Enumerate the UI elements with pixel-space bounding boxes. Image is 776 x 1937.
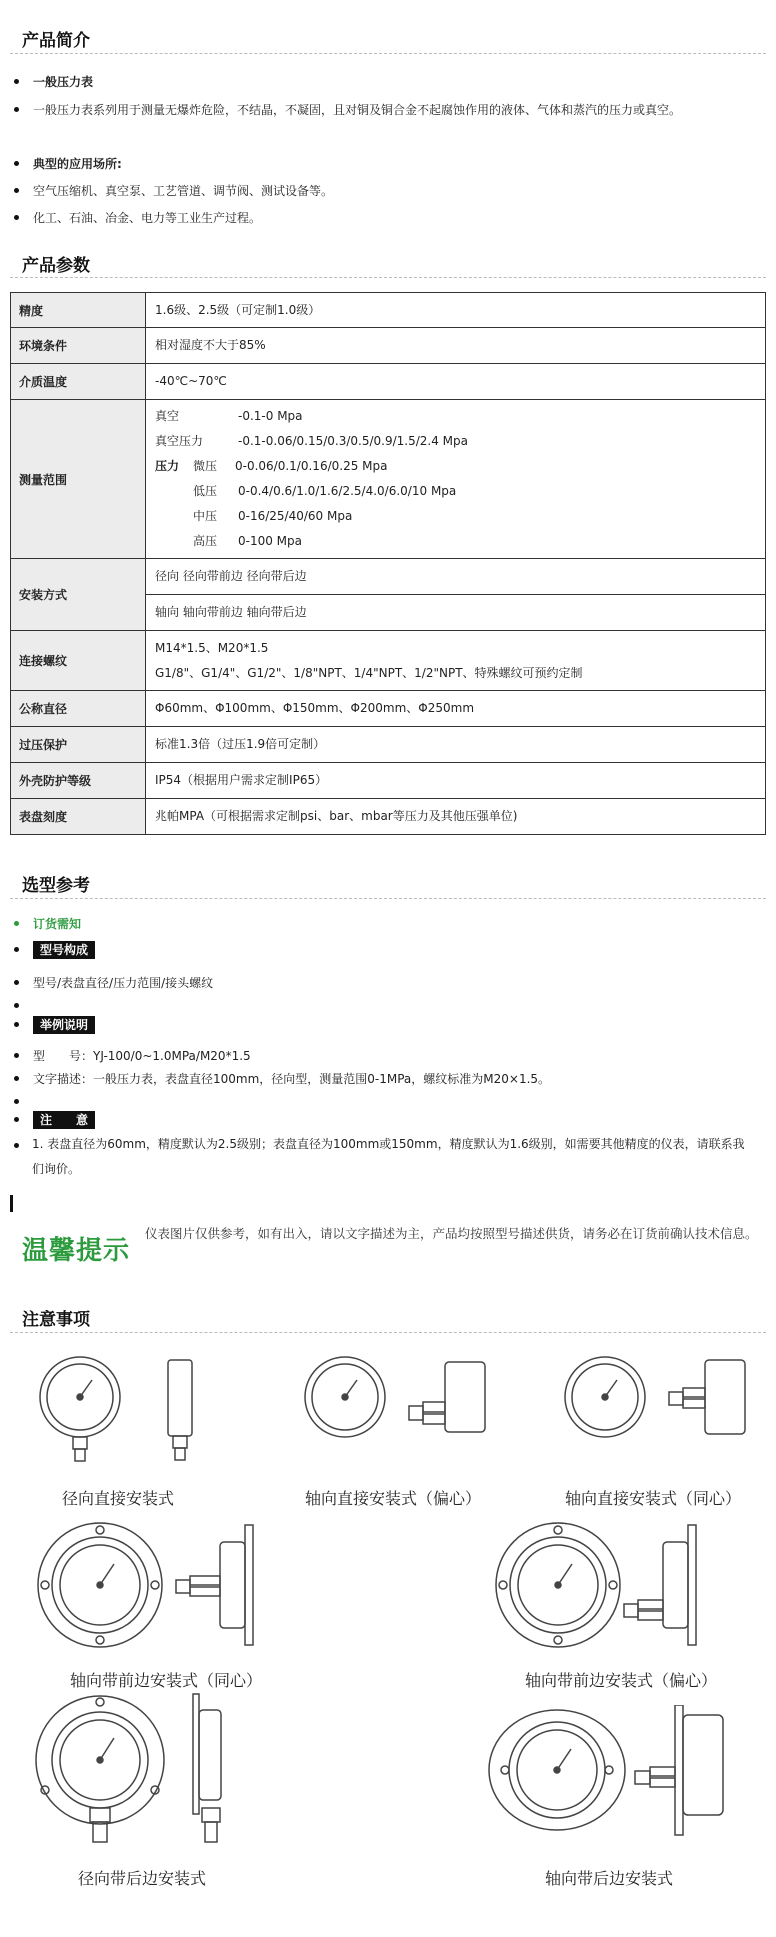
table-row xyxy=(11,559,766,595)
intro-title: 产品简介 xyxy=(22,31,90,51)
axial-back-flange-gauge-diagram xyxy=(485,1705,735,1855)
diagram-caption: 轴向带前边安装式（偏心） xyxy=(525,1671,718,1690)
bullet-dot-icon xyxy=(14,1003,19,1008)
range-line: 真空 -0.1-0 Mpa xyxy=(155,409,303,423)
list-item: 一般压力表 xyxy=(14,74,93,90)
list-item xyxy=(14,1094,33,1110)
table-row xyxy=(11,691,766,727)
bullet-dot-icon xyxy=(14,1099,19,1104)
diagram-caption: 径向直接安装式 xyxy=(62,1489,175,1508)
params-table xyxy=(10,292,766,835)
model-tag: 型号构成 xyxy=(33,941,95,959)
diagram-caption: 径向带后边安装式 xyxy=(78,1869,207,1888)
table-row xyxy=(11,763,766,799)
diagram-caption: 轴向带后边安装式 xyxy=(545,1869,674,1888)
list-item xyxy=(14,941,95,959)
divider xyxy=(10,1332,766,1333)
table-row xyxy=(11,727,766,763)
range-line: 高压 0-100 Mpa xyxy=(193,534,303,548)
bullet-dot-icon xyxy=(14,1117,19,1122)
bullet-dot-icon xyxy=(14,947,19,952)
param-value: Φ60mm、Φ100mm、Φ150mm、Φ200mm、Φ250mm xyxy=(146,691,766,727)
list-item: 一般压力表系列用于测量无爆炸危险，不结晶，不凝固，且对铜及铜合金不起腐蚀作用的液体、气体和蒸汽的压力或真空。 xyxy=(14,102,681,118)
note-tag: 注 意 xyxy=(33,1111,95,1129)
list-item: 化工、石油、冶金、电力等工业生产过程。 xyxy=(14,210,261,226)
table-row xyxy=(11,293,766,328)
table-row xyxy=(11,631,766,691)
bullet-dot-icon xyxy=(14,1022,19,1027)
axial-front-flange-eccentric-gauge-diagram xyxy=(488,1520,738,1660)
note-text: 1. 表盘直径为60mm，精度默认为2.5级别；表盘直径为100mm或150mm，精度默认为1.6级别，如需要其他精度的仪表，请联系我们询价。 xyxy=(32,1137,745,1176)
list-item xyxy=(14,1138,33,1154)
divider xyxy=(10,898,766,899)
radial-direct-gauge-diagram xyxy=(30,1352,210,1472)
param-value: 1.6级、2.5级（可定制1.0级） xyxy=(146,293,766,328)
accent-bar xyxy=(10,1195,13,1212)
divider xyxy=(10,277,766,278)
divider xyxy=(10,53,766,54)
table-row xyxy=(11,364,766,400)
param-value: -40℃~70℃ xyxy=(146,364,766,400)
list-item: 典型的应用场所: xyxy=(14,156,122,172)
order-info-link[interactable]: 订货需知 xyxy=(14,916,81,932)
radial-back-flange-gauge-diagram xyxy=(30,1690,280,1860)
param-value: 兆帕MPA（可根据需求定制psi、bar、mbar等压力及其他压强单位) xyxy=(146,799,766,835)
param-value: 相对湿度不大于85% xyxy=(146,328,766,364)
list-item: 空气压缩机、真空泵、工艺管道、调节阀、测试设备等。 xyxy=(14,183,333,199)
table-row xyxy=(11,799,766,835)
list-item: 型 号：YJ-100/0~1.0MPa/M20*1.5 xyxy=(14,1048,251,1064)
bullet-dot-icon xyxy=(14,161,19,166)
bullet-dot-icon xyxy=(14,79,19,84)
notice-title: 注意事项 xyxy=(22,1310,90,1330)
axial-front-flange-concentric-gauge-diagram xyxy=(30,1520,280,1660)
param-label: 精度 xyxy=(11,293,146,328)
list-item xyxy=(14,1016,95,1034)
bullet-dot-icon xyxy=(14,1053,19,1058)
axial-direct-concentric-gauge-diagram xyxy=(555,1352,755,1472)
list-item: 型号/表盘直径/压力范围/接头螺纹 xyxy=(14,975,213,991)
param-value: IP54（根据用户需求定制IP65） xyxy=(146,763,766,799)
tips-logo: 温馨提示 xyxy=(22,1236,131,1266)
params-title: 产品参数 xyxy=(22,256,90,276)
range-line: 低压 0-0.4/0.6/1.0/1.6/2.5/4.0/6.0/10 Mpa xyxy=(193,484,457,498)
diagram-caption: 轴向直接安装式（同心） xyxy=(565,1489,742,1508)
diagram-caption: 轴向带前边安装式（同心） xyxy=(70,1671,263,1690)
bullet-dot-icon xyxy=(14,1143,19,1148)
param-value: 标准1.3倍（过压1.9倍可定制） xyxy=(146,727,766,763)
range-line: 中压 0-16/25/40/60 Mpa xyxy=(193,509,353,523)
param-label: 介质温度 xyxy=(11,364,146,400)
range-cell xyxy=(146,400,766,559)
range-line: 真空压力 -0.1-0.06/0.15/0.3/0.5/0.9/1.5/2.4 Mpa xyxy=(155,434,468,448)
param-label: 连接螺纹 xyxy=(11,631,146,691)
list-item xyxy=(14,1111,95,1129)
bullet-dot-icon xyxy=(14,188,19,193)
example-tag: 举例说明 xyxy=(33,1016,95,1034)
bullet-dot-icon xyxy=(14,980,19,985)
list-item: 文字描述：一般压力表，表盘直径100mm，径向型，测量范围0-1MPa，螺纹标准为M20×1.5。 xyxy=(14,1071,550,1087)
param-value: 径向 径向带前边 径向带后边 xyxy=(146,559,766,595)
bullet-dot-icon xyxy=(14,107,19,112)
tips-text: 仪表图片仅供参考，如有出入，请以文字描述为主，产品均按照型号描述供货，请务必在订货前确认技术信息。 xyxy=(145,1226,758,1241)
param-label: 测量范围 xyxy=(11,400,146,559)
list-item xyxy=(14,998,33,1014)
param-value: 轴向 轴向带前边 轴向带后边 xyxy=(146,595,766,631)
table-row xyxy=(11,328,766,364)
param-label: 外壳防护等级 xyxy=(11,763,146,799)
range-line: 压力 微压 0-0.06/0.1/0.16/0.25 Mpa xyxy=(155,459,388,473)
bullet-dot-icon xyxy=(14,215,19,220)
param-label: 表盘刻度 xyxy=(11,799,146,835)
bullet-dot-icon xyxy=(14,1076,19,1081)
axial-direct-eccentric-gauge-diagram xyxy=(295,1352,495,1472)
selection-title: 选型参考 xyxy=(22,876,90,896)
diagram-caption: 轴向直接安装式（偏心） xyxy=(305,1489,482,1508)
param-label: 过压保护 xyxy=(11,727,146,763)
bullet-dot-icon xyxy=(14,921,19,926)
table-row xyxy=(11,400,766,559)
param-value: M14*1.5、M20*1.5 G1/8"、G1/4"、G1/2"、1/8"NPT、1/4"NPT、1/2"NPT、特殊螺纹可预约定制 xyxy=(146,631,766,691)
param-label: 安装方式 xyxy=(11,559,146,631)
param-label: 公称直径 xyxy=(11,691,146,727)
param-label: 环境条件 xyxy=(11,328,146,364)
